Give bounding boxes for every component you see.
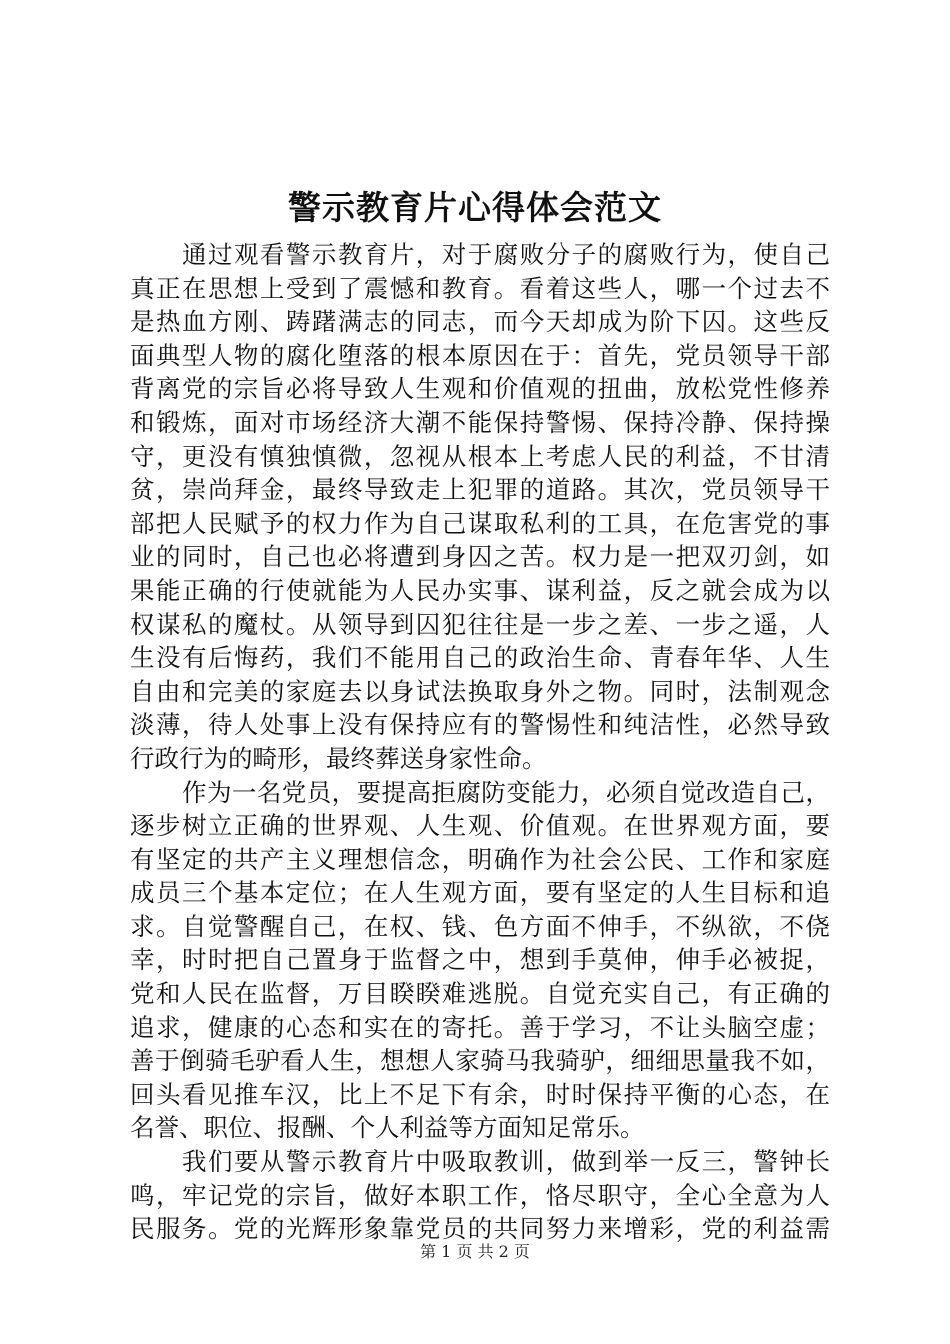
document-title: 警示教育片心得体会范文 bbox=[288, 188, 662, 227]
paragraph-2-line-7: 党和人民在监督，万目睽睽难逃脱。自觉充实自己，有正确的 bbox=[130, 979, 830, 1009]
paragraph-2-line-3: 有坚定的共产主义理想信念，明确作为社会公民、工作和家庭 bbox=[130, 844, 830, 874]
paragraph-2-line-2: 逐步树立正确的世界观、人生观、价值观。在世界观方面，要 bbox=[130, 811, 830, 841]
paragraph-1-line-6: 和锻炼，面对市场经济大潮不能保持警惕、保持冷静、保持操 bbox=[130, 407, 830, 437]
paragraph-3-line-3: 民服务。党的光辉形象靠党员的共同努力来增彩，党的利益需 bbox=[130, 1214, 830, 1244]
paragraph-1-line-16: 行政行为的畸形，最终葬送身家性命。 bbox=[130, 743, 547, 773]
paragraph-1-line-10: 业的同时，自己也必将遭到身囚之苦。权力是一把双刃剑，如 bbox=[130, 542, 830, 572]
paragraph-2-line-6: 幸，时时把自己置身于监督之中，想到手莫伸，伸手必被捉， bbox=[130, 945, 830, 975]
paragraph-1-line-9: 部把人民赋予的权力作为自己谋取私利的工具，在危害党的事 bbox=[130, 508, 830, 538]
paragraph-2-line-4: 成员三个基本定位；在人生观方面，要有坚定的人生目标和追 bbox=[130, 878, 830, 908]
page-number-footer: 第 1 页 共 2 页 bbox=[420, 1242, 530, 1261]
paragraph-1-line-11: 果能正确的行使就能为人民办实事、谋利益，反之就会成为以 bbox=[130, 575, 830, 605]
paragraph-1-line-4: 面典型人物的腐化堕落的根本原因在于：首先，党员领导干部 bbox=[130, 340, 830, 370]
document-body bbox=[130, 238, 830, 1246]
paragraph-1-line-1: 通过观看警示教育片，对于腐败分子的腐败行为，使自己 bbox=[182, 240, 830, 269]
paragraph-1-line-7: 守，更没有慎独慎微，忽视从根本上考虑人民的利益，不甘清 bbox=[130, 441, 830, 471]
paragraph-3-line-1: 我们要从警示教育片中吸取教训，做到举一反三，警钟长 bbox=[182, 1147, 830, 1177]
paragraph-1-line-13: 生没有后悔药，我们不能用自己的政治生命、青春年华、人生 bbox=[130, 643, 830, 673]
paragraph-1-line-14: 自由和完美的家庭去以身试法换取身外之物。同时，法制观念 bbox=[130, 676, 830, 706]
paragraph-2-line-1: 作为一名党员，要提高拒腐防变能力，必须自觉改造自己， bbox=[182, 777, 830, 807]
paragraph-1-line-5: 背离党的宗旨必将导致人生观和价值观的扭曲，放松党性修养 bbox=[130, 374, 830, 404]
paragraph-2-line-5: 求。自觉警醒自己，在权、钱、色方面不伸手，不纵欲，不侥 bbox=[130, 911, 830, 941]
paragraph-1-line-12: 权谋私的魔杖。从领导到囚犯往往是一步之差、一步之遥，人 bbox=[130, 609, 830, 639]
paragraph-2-line-11: 名誉、职位、报酬、个人利益等方面知足常乐。 bbox=[130, 1113, 645, 1143]
paragraph-2-line-8: 追求，健康的心态和实在的寄托。善于学习，不让头脑空虚； bbox=[130, 1012, 830, 1042]
paragraph-1-line-8: 贫，崇尚拜金，最终导致走上犯罪的道路。其次，党员领导干 bbox=[130, 475, 830, 505]
paragraph-2-line-10: 回头看见推车汉，比上不足下有余，时时保持平衡的心态，在 bbox=[130, 1079, 830, 1109]
paragraph-1-line-3: 是热血方刚、踌躇满志的同志，而今天却成为阶下囚。这些反 bbox=[130, 307, 830, 337]
paragraph-1-line-2: 真正在思想上受到了震憾和教育。看着这些人，哪一个过去不 bbox=[130, 273, 830, 303]
paragraph-2-line-9: 善于倒骑毛驴看人生，想想人家骑马我骑驴，细细思量我不如， bbox=[130, 1046, 830, 1076]
paragraph-3-line-2: 鸣，牢记党的宗旨，做好本职工作，恪尽职守，全心全意为人 bbox=[130, 1180, 830, 1210]
paragraph-1-line-15: 淡薄，待人处事上没有保持应有的警惕性和纯洁性，必然导致 bbox=[130, 710, 830, 740]
